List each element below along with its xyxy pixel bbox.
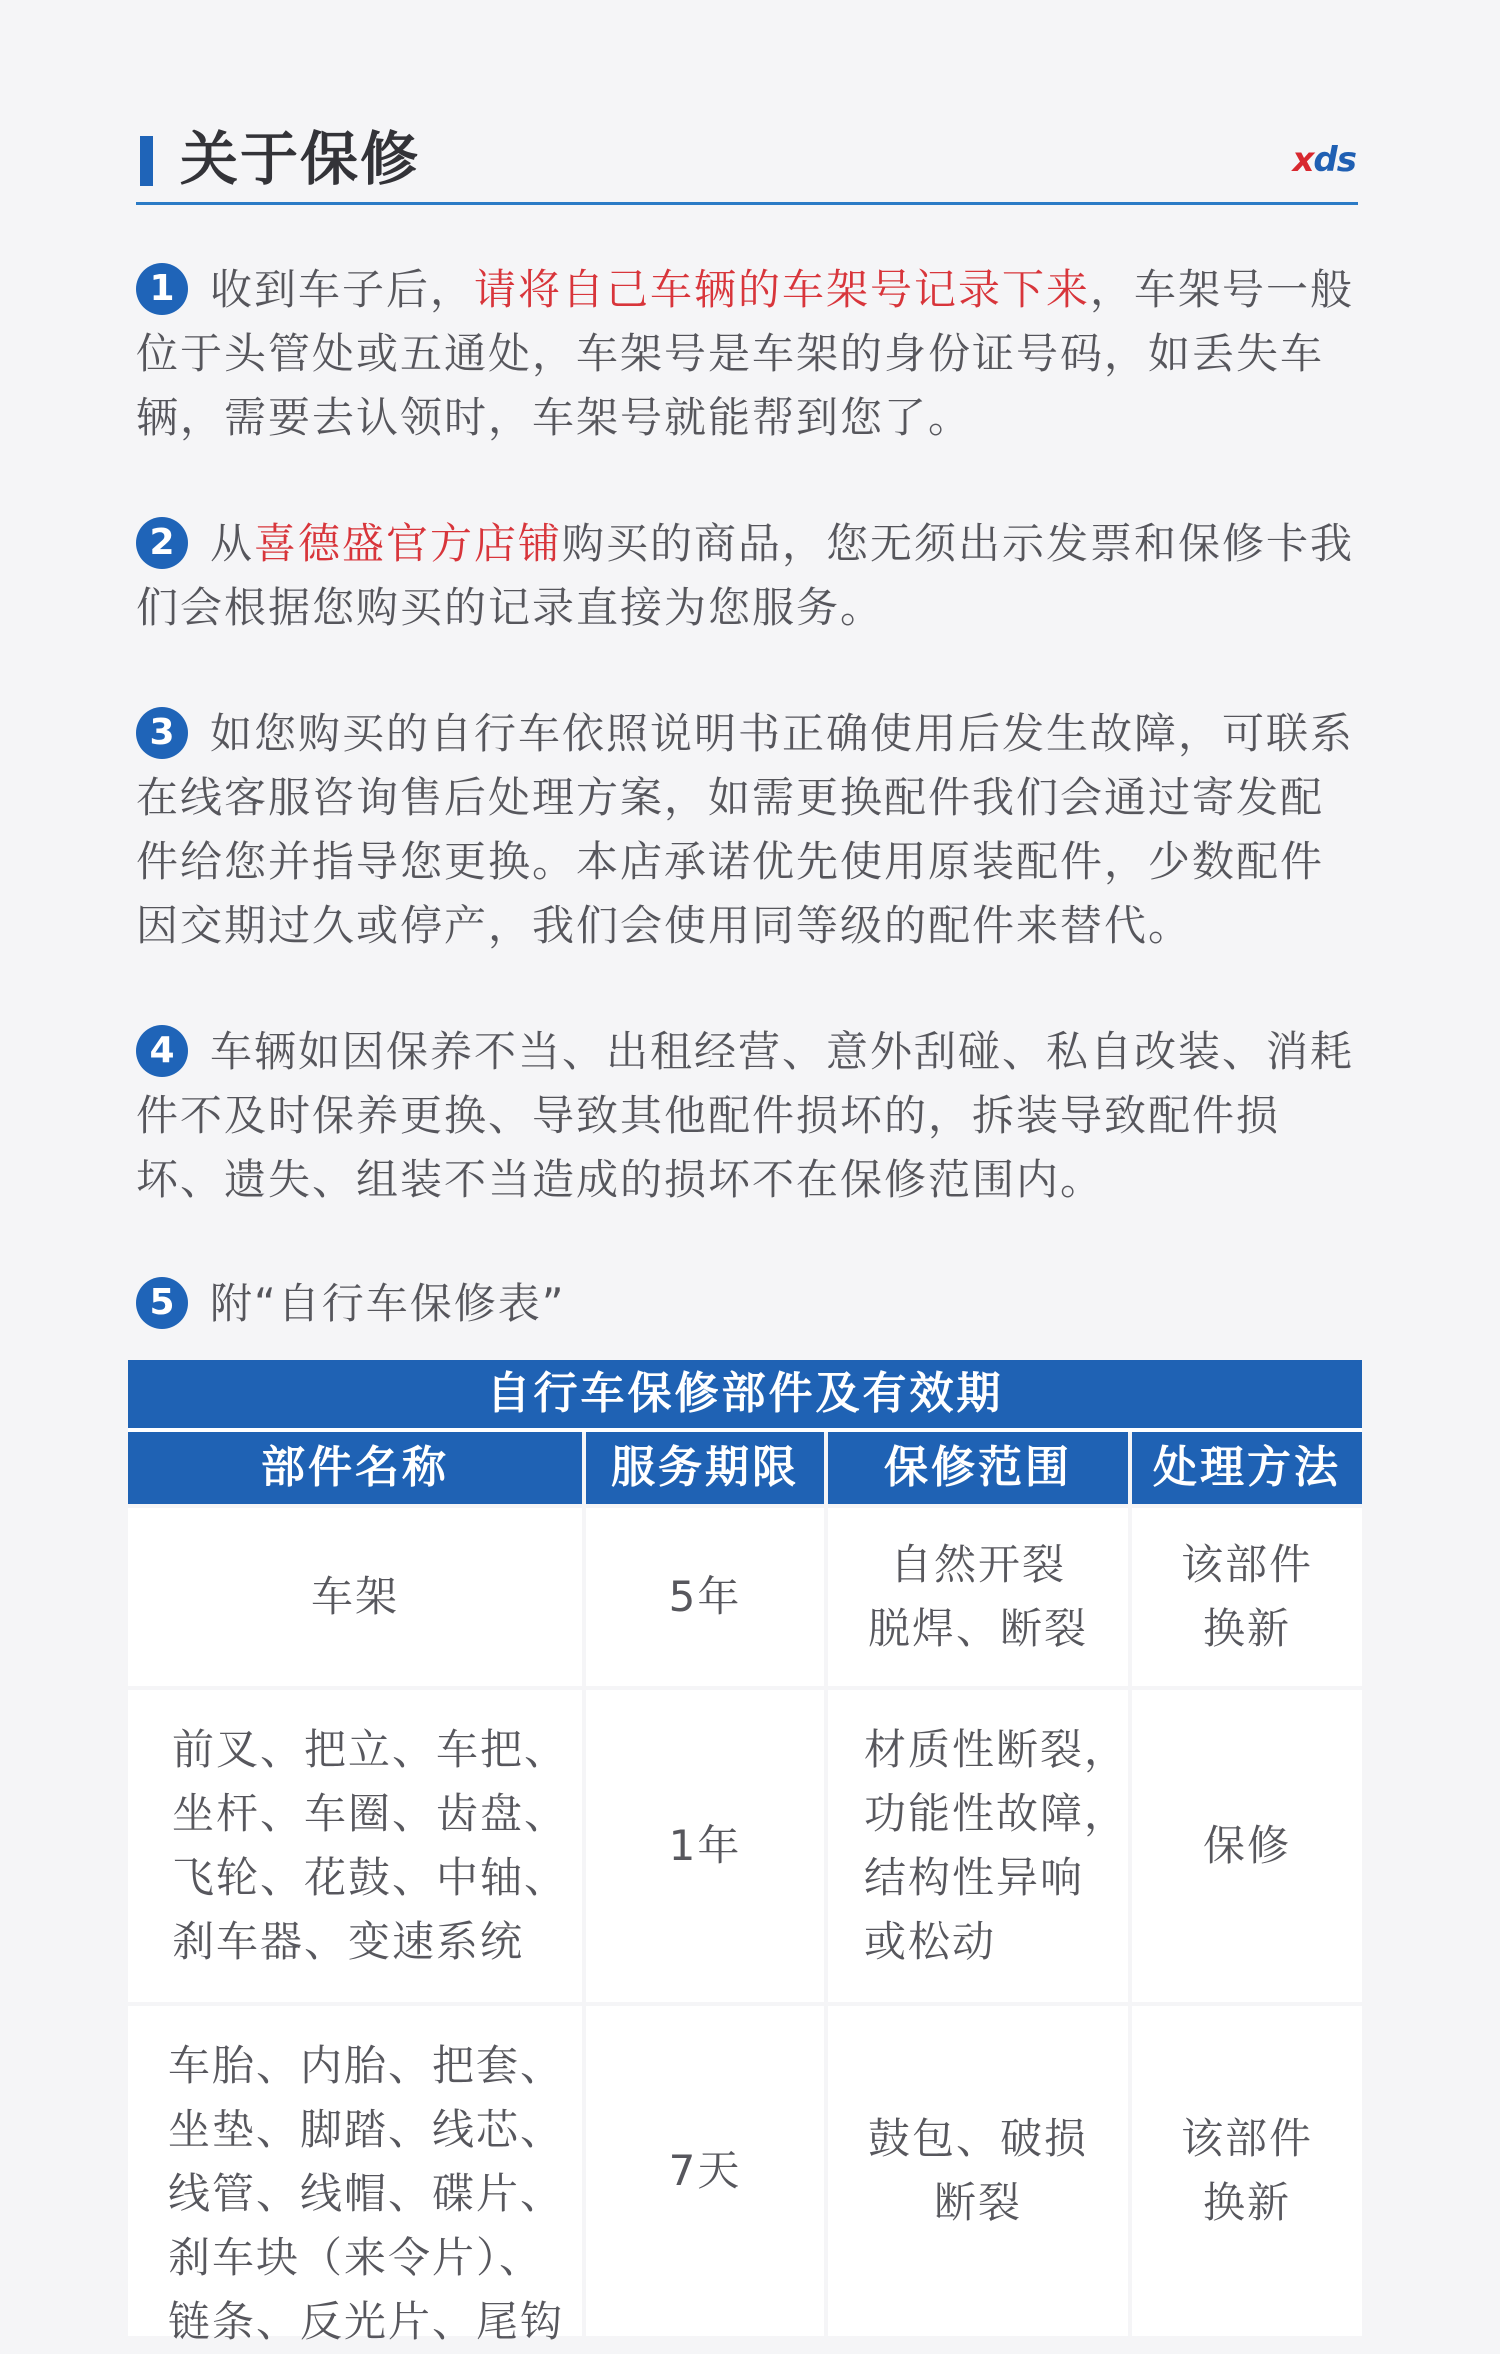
- item-2-text-after: 购买的商品，您无须出示发票和保修卡我们会根据您购买的记录直接为您服务。: [136, 519, 1355, 632]
- cell-parts: 车胎、内胎、把套、 坐垫、脚踏、线芯、 线管、线帽、碟片、 刹车块（来令片）、 链条、反光片、尾钩: [128, 2006, 586, 2336]
- section-header: [136, 118, 1358, 205]
- cell-method: 保修: [1132, 1690, 1362, 2002]
- warranty-table: [128, 1360, 1362, 2346]
- cell-parts: 车架: [128, 1508, 586, 1686]
- warranty-item-4: [136, 1020, 1366, 1212]
- cell-scope: 材质性断裂， 功能性故障， 结构性异响 或松动: [828, 1690, 1132, 2002]
- item-2-text-before: 从: [210, 519, 255, 568]
- table-title: 自行车保修部件及有效期: [128, 1360, 1362, 1432]
- logo-ds: ds: [1313, 140, 1356, 180]
- header-scope: 保修范围: [828, 1432, 1132, 1504]
- warranty-item-5: [136, 1272, 1366, 1336]
- warranty-item-2: [136, 512, 1366, 640]
- table-row: [128, 1686, 1362, 2002]
- warranty-item-3: [136, 702, 1366, 958]
- brand-logo: [1292, 140, 1356, 180]
- table-row: [128, 1504, 1362, 1686]
- item-2-highlight: 喜德盛官方店铺: [254, 519, 563, 568]
- cell-scope: 自然开裂 脱焊、断裂: [828, 1508, 1132, 1686]
- item-1-highlight: 请将自己车辆的车架号记录下来: [474, 265, 1091, 314]
- header-period: 服务期限: [586, 1432, 828, 1504]
- table-row: [128, 2002, 1362, 2346]
- cell-scope: 鼓包、破损 断裂: [828, 2006, 1132, 2336]
- table-header-row: [128, 1432, 1362, 1504]
- header-method: 处理方法: [1132, 1432, 1362, 1504]
- cell-parts: 前叉、把立、车把、 坐杆、车圈、齿盘、 飞轮、花鼓、中轴、 刹车器、变速系统: [128, 1690, 586, 2002]
- number-badge-5: 5: [136, 1277, 188, 1329]
- cell-period: 7天: [586, 2006, 828, 2336]
- number-badge-3: 3: [136, 707, 188, 759]
- warranty-item-1: [136, 258, 1366, 450]
- item-5-text: 附“自行车保修表”: [210, 1279, 566, 1328]
- cell-method: 该部件 换新: [1132, 2006, 1362, 2336]
- number-badge-2: 2: [136, 517, 188, 569]
- item-1-text-after: ，车架号一般位于头管处或五通处，车架号是车架的身份证号码，如丢失车辆，需要去认领时，车架号就能帮到您了。: [136, 265, 1355, 442]
- cell-method: 该部件 换新: [1132, 1508, 1362, 1686]
- item-4-text: 车辆如因保养不当、出租经营、意外刮碰、私自改装、消耗件不及时保养更换、导致其他配件损坏的，拆装导致配件损坏、遗失、组装不当造成的损坏不在保修范围内。: [136, 1027, 1355, 1204]
- number-badge-4: 4: [136, 1025, 188, 1077]
- cell-period: 5年: [586, 1508, 828, 1686]
- number-badge-1: 1: [136, 263, 188, 315]
- header-accent-bar: [140, 136, 153, 186]
- page-title: 关于保修: [180, 125, 421, 193]
- item-3-text: 如您购买的自行车依照说明书正确使用后发生故障，可联系在线客服咨询售后处理方案，如需更换配件我们会通过寄发配件给您并指导您更换。本店承诺优先使用原装配件，少数配件因交期过久或停产，我们会使用同等级的配件来替代。: [136, 709, 1355, 950]
- item-1-text-before: 收到车子后，: [210, 265, 475, 314]
- logo-x: x: [1292, 140, 1314, 180]
- cell-period: 1年: [586, 1690, 828, 2002]
- header-parts: 部件名称: [128, 1432, 586, 1504]
